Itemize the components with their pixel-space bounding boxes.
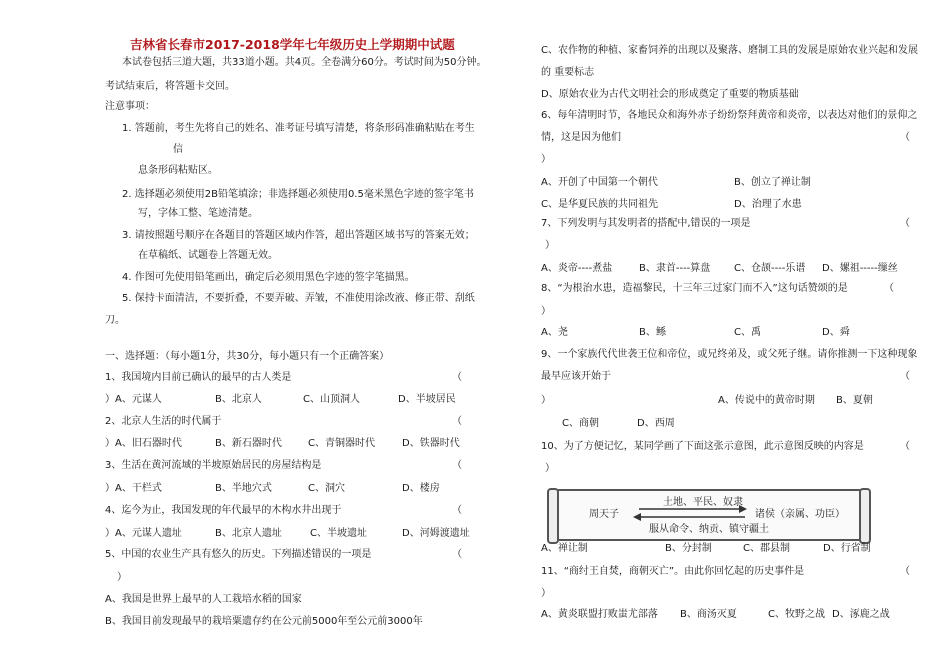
notice-item-3: 3. 请按照题号顺序在各题目的答题区域内作答，超出答题区域书写的答案无效；	[122, 230, 475, 241]
question-11: 11、“商纣王自焚，商朝灭亡”。由此你回忆起的历史事件是	[541, 566, 805, 577]
q2-option-d: D、铁器时代	[402, 438, 460, 449]
notice-item-2: 2. 选择题必须使用2B铅笔填涂；非选择题必须使用0.5毫米黑色字迹的签字笔书	[122, 189, 474, 200]
question-11-paren: （	[900, 566, 910, 577]
fengjian-diagram	[553, 489, 865, 541]
question-9-paren-close: ）	[541, 395, 551, 406]
question-6-cont: 情，这是因为他们	[541, 132, 621, 143]
q8-option-b: B、鲧	[639, 327, 666, 338]
question-3-paren: （	[452, 460, 462, 471]
question-6-paren: （	[900, 132, 910, 143]
exam-title: 吉林省长春市2017-2018学年七年级历史上学期期中试题	[130, 37, 455, 52]
q3-option-d: D、楼房	[402, 483, 440, 494]
question-10-paren-close: ）	[545, 463, 555, 474]
notice-item-1-cont2: 息条形码粘贴区。	[138, 165, 218, 176]
question-9-cont: 最早应该开始于	[541, 371, 611, 382]
q6-option-c: C、是华夏民族的共同祖先	[541, 199, 658, 210]
q6-option-a: A、开创了中国第一个朝代	[541, 177, 658, 188]
q11-option-d: D、涿鹿之战	[832, 609, 890, 620]
question-11-paren-close: ）	[541, 588, 551, 599]
notice-item-3-cont: 在草稿纸、试题卷上答题无效。	[138, 250, 278, 261]
exam-intro: 本试卷包括三道大题，共33道小题。共4页。全卷满分60分。考试时间为50分钟。	[122, 57, 487, 68]
q2-option-b: B、新石器时代	[215, 438, 282, 449]
question-7: 7、下列发明与其发明者的搭配中,错误的一项是	[541, 218, 751, 229]
q8-option-d: D、舜	[822, 327, 850, 338]
q10-option-c: C、郡县制	[743, 543, 790, 554]
question-7-paren-close: ）	[545, 240, 555, 251]
q4-option-d: D、河姆渡遗址	[402, 528, 470, 539]
q1-option-c: C、山顶洞人	[303, 394, 360, 405]
q7-option-a: A、炎帝----煮盐	[541, 263, 613, 274]
question-10: 10、为了方便记忆，某同学画了下面这张示意图，此示意图反映的内容是	[541, 441, 864, 452]
q9-option-c: C、商朝	[562, 418, 599, 429]
q6-option-d: D、治理了水患	[734, 199, 802, 210]
section-heading: 一、选择题：（每小题1分，共30分，每小题只有一个正确答案）	[105, 351, 390, 362]
notice-item-2-cont: 写，字体工整、笔迹清楚。	[138, 208, 258, 219]
question-6-paren-close: ）	[541, 154, 551, 165]
question-8: 8、“为根治水患，造福黎民，十三年三过家门而不入”这句话赞颂的是	[541, 283, 848, 294]
question-6: 6、每年清明时节，各地民众和海外赤子纷纷祭拜黄帝和炎帝，以表达对他们的景仰之	[541, 110, 918, 121]
question-9-paren: （	[900, 371, 910, 382]
question-10-paren: （	[900, 441, 910, 452]
question-7-paren: （	[900, 218, 910, 229]
q1-option-a: ）A、元谋人	[105, 394, 162, 405]
q5-option-b: B、我国目前发现最早的栽培粟遗存约在公元前5000年至公元前3000年	[105, 616, 423, 627]
q11-option-b: B、商汤灭夏	[680, 609, 737, 620]
q11-option-c: C、牧野之战	[768, 609, 825, 620]
q8-option-c: C、禹	[734, 327, 761, 338]
q1-option-b: B、北京人	[215, 394, 262, 405]
q7-option-d: D、嫘祖-----缫丝	[822, 263, 898, 274]
diagram-bottom-label: 服从命令、纳贡、镇守疆土	[649, 524, 769, 535]
q10-option-d: D、行省制	[823, 543, 871, 554]
q10-option-a: A、禅让制	[541, 543, 588, 554]
q4-option-c: C、半坡遗址	[310, 528, 367, 539]
q9-option-a: A、传说中的黄帝时期	[718, 395, 815, 406]
q7-option-b: B、隶首----算盘	[639, 263, 711, 274]
question-4-paren: （	[452, 505, 462, 516]
question-1-paren: （	[452, 372, 462, 383]
question-5-paren-close: ）	[117, 572, 127, 583]
notice-heading: 注意事项：	[105, 101, 155, 112]
notice-item-5-cont: 刀。	[105, 315, 125, 326]
notice-item-4: 4. 作图可先使用铅笔画出，确定后必须用黑色字迹的签字笔描黑。	[122, 272, 415, 283]
q4-option-a: ）A、元谋人遗址	[105, 528, 182, 539]
q5-option-c: C、农作物的种植、家畜饲养的出现以及聚落、磨制工具的发展是原始农业兴起和发展	[541, 45, 918, 56]
q5-option-d: D、原始农业为古代文明社会的形成奠定了重要的物质基础	[541, 89, 799, 100]
question-2-paren: （	[452, 416, 462, 427]
question-1: 1、我国境内目前已确认的最早的古人类是	[105, 372, 292, 383]
q3-option-c: C、洞穴	[308, 483, 345, 494]
q2-option-a: ）A、旧石器时代	[105, 438, 182, 449]
diagram-right-label: 诸侯（亲属、功臣）	[755, 509, 845, 520]
q9-option-d: D、西周	[637, 418, 675, 429]
diagram-top-label: 土地、平民、奴隶	[663, 497, 743, 508]
q4-option-b: B、北京人遗址	[215, 528, 282, 539]
notice-item-5: 5. 保持卡面清洁，不要折叠，不要弄破、弄皱，不准使用涂改液、修正带、刮纸	[122, 293, 475, 304]
q1-option-d: D、半坡居民	[398, 394, 456, 405]
diagram-left-label: 周天子	[589, 509, 619, 520]
question-4: 4、迄今为止，我国发现的年代最早的木构水井出现于	[105, 505, 342, 516]
question-8-paren: （	[884, 283, 894, 294]
q8-option-a: A、尧	[541, 327, 568, 338]
q7-option-c: C、仓颉----乐谱	[734, 263, 806, 274]
exam-intro-cont: 考试结束后，将答题卡交回。	[105, 81, 235, 92]
q11-option-a: A、黄炎联盟打败蚩尤部落	[541, 609, 658, 620]
q2-option-c: C、青铜器时代	[308, 438, 375, 449]
question-5-paren: （	[452, 549, 462, 560]
question-2: 2、北京人生活的时代属于	[105, 416, 222, 427]
notice-item-1: 1. 答题前，考生先将自己的姓名、准考证号填写清楚，将条形码准确粘贴在考生	[122, 123, 475, 134]
question-9: 9、一个家族代代世袭王位和帝位，或兄终弟及，或父死子继。请你推测一下这种现象	[541, 349, 918, 360]
question-3: 3、生活在黄河流域的半坡原始居民的房屋结构是	[105, 460, 322, 471]
q3-option-b: B、半地穴式	[215, 483, 272, 494]
q3-option-a: ）A、干栏式	[105, 483, 162, 494]
q5-option-a: A、我国是世界上最早的人工栽培水稻的国家	[105, 594, 302, 605]
q5-option-c-cont: 的 重要标志	[541, 67, 595, 78]
question-8-paren-close: ）	[541, 306, 551, 317]
q6-option-b: B、创立了禅让制	[734, 177, 811, 188]
q10-option-b: B、分封制	[665, 543, 712, 554]
question-5: 5、中国的农业生产具有悠久的历史。下列描述错误的一项是	[105, 549, 372, 560]
notice-item-1-cont: 信	[173, 144, 183, 155]
q9-option-b: B、夏朝	[836, 395, 873, 406]
